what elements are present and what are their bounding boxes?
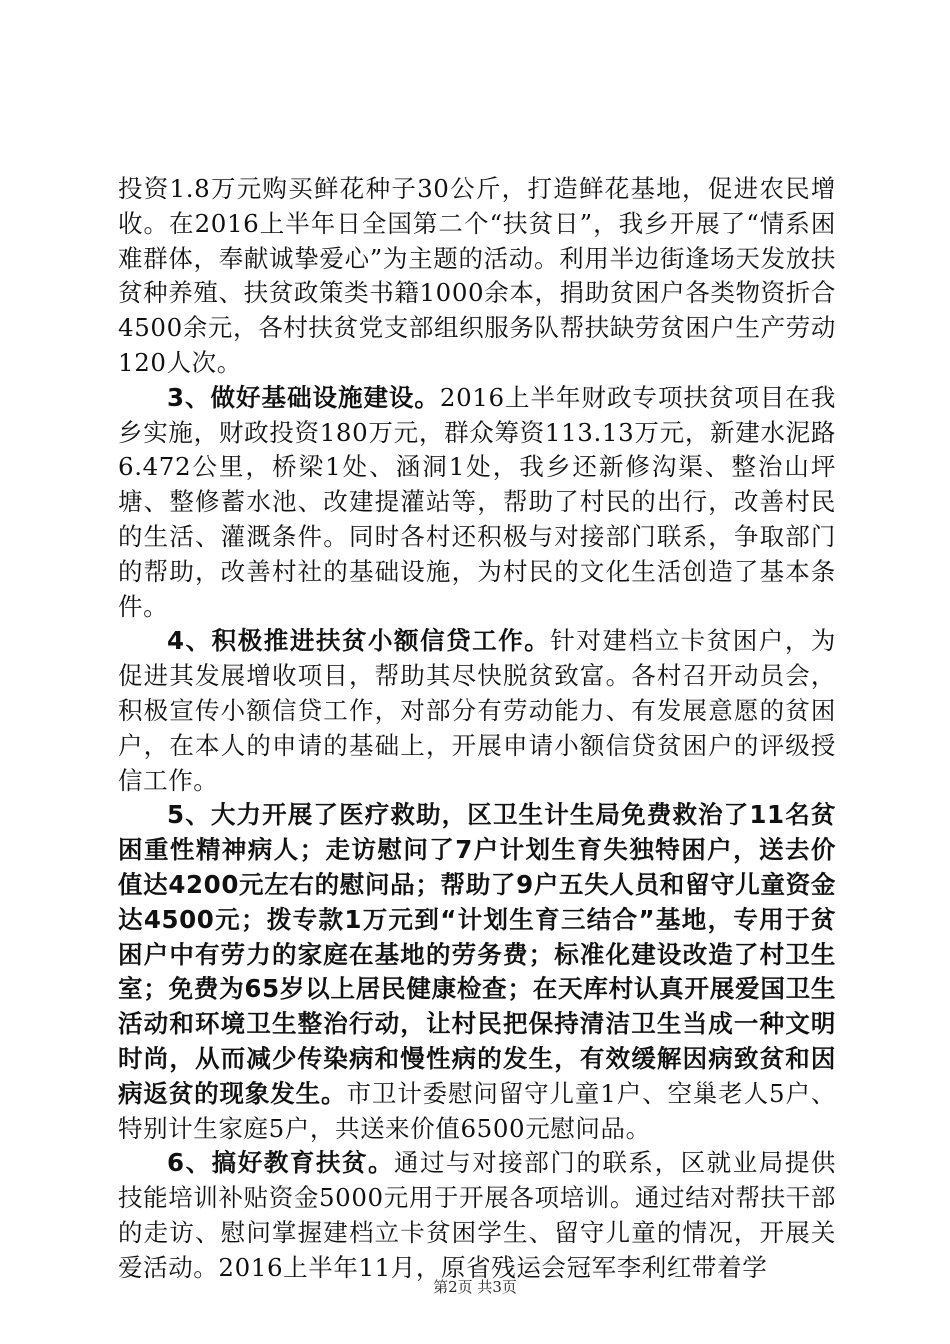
paragraph-text: 针对建档立卡贫困户，为促进其发展增收项目，帮助其尽快脱贫致富。各村召开动员会，积极宣传小额信贷工作，对部分有劳动能力、有发展意愿的贫困户，在本人的申请的基础上，开展申请小额信贷贫困户的评级授信工作。 [118,626,836,795]
section-heading-education: 6、搞好教育扶贫。 [167,1148,395,1178]
section-heading-microcredit: 4、积极推进扶贫小额信贷工作。 [167,626,551,656]
page-number-footer: 第2页 共3页 [433,1278,517,1296]
paragraph-medical-aid [118,798,836,1146]
paragraph-infrastructure [118,381,836,625]
section-heading-infrastructure: 3、做好基础设施建设。 [167,382,440,412]
paragraph-text: 投资1.8万元购买鲜花种子30公斤，打造鲜花基地，促进农民增收。在2016上半年日全国第二个“扶贫日”，我乡开展了“情系困难群体，奉献诚挚爱心”为主题的活动。利用半边街逢场天发放扶贫种养殖、扶贫政策类书籍1000余本，捐助贫困户各类物资折合4500余元，各村扶贫党支部组织服务队帮扶缺劳贫困户生产劳动120人次。 [118,174,836,377]
paragraph-flowers-and-poverty-day [118,172,836,381]
section-heading-medical-aid: 5、大力开展了医疗救助，区卫生计生局免费救治了11名贫困重性精神病人；走访慰问了7户计划生育失独特困户，送去价值达4200元左右的慰问品；帮助了9户五失人员和留守儿童资金达4500元；拨专款1万元到“计划生育三结合”基地，专用于贫困户中有劳力的家庭在基地的劳务费；标准化建设改造了村卫生室；免费为65岁以上居民健康检查；在天库村认真开展爱国卫生活动和环境卫生整治行动，让村民把保持清洁卫生当成一种文明时尚，从而减少传染病和慢性病的发生，有效缓解因病致贫和因病返贫的现象发生。 [118,800,836,1108]
paragraph-microcredit [118,624,836,798]
paragraph-text: 2016上半年财政专项扶贫项目在我乡实施，财政投资180万元，群众筹资113.13万元，新建水泥路6.472公里，桥梁1处、涵洞1处，我乡还新修沟渠、整治山坪塘、整修蓄水池、改建提灌站等，帮助了村民的出行，改善村民的生活、灌溉条件。同时各村还积极与对接部门联系，争取部门的帮助，改善村社的基础设施，为村民的文化生活创造了基本条件。 [118,382,836,621]
paragraph-text: 市卫计委慰问留守儿童1户、空巢老人5户、特别计生家庭5户，共送来价值6500元慰问品。 [118,1078,836,1143]
document-body [118,172,836,1286]
paragraph-education [118,1146,836,1285]
paragraph-text: 通过与对接部门的联系，区就业局提供技能培训补贴资金5000元用于开展各项培训。通过结对帮扶干部的走访、慰问掌握建档立卡贫困学生、留守儿童的情况，开展关爱活动。2016上半年11月，原省残运会冠军李利红带着学 [118,1148,836,1282]
